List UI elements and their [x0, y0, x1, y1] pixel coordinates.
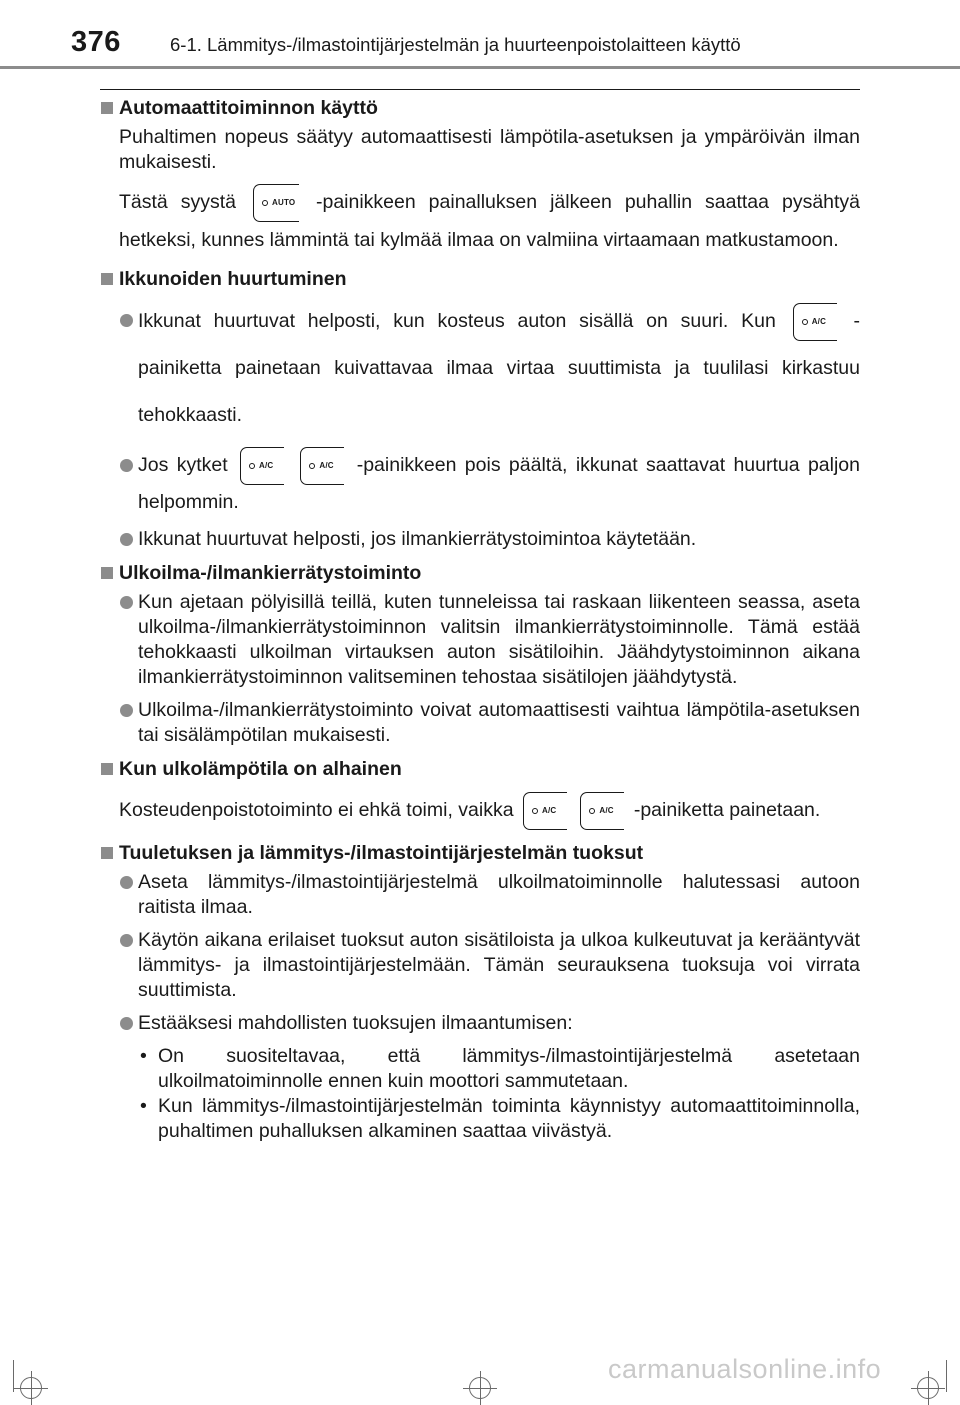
- section-heading: Kun ulkolämpötila on alhainen: [100, 757, 860, 782]
- sub-list-item: • On suositeltavaa, että lämmitys-/ilmastointijärjestelmä asetetaan ulkoilmatoiminnolle ennen kuin moottori sammutetaan.: [140, 1045, 860, 1092]
- page-number: 376: [71, 26, 121, 58]
- paragraph: Puhaltimen nopeus säätyy automaattisesti lämpötila-asetuksen ja ympäröivän ilman mukaisesti.: [119, 126, 860, 173]
- paragraph: Kosteudenpoistotoiminto ei ehkä toimi, vaikka A/C A/C -painiketta painetaan.: [100, 788, 860, 832]
- ac-button-icon: A/C: [300, 447, 344, 485]
- square-bullet-icon: [101, 847, 113, 859]
- registration-mark-icon: [16, 1373, 46, 1403]
- list-item: Kun ajetaan pölyisillä teillä, kuten tunneleissa tai raskaan liikenteen seassa, aseta ulkoilma-/ilmankierrätystoiminnon valitsin ilmankierrätystoiminnolle. Tämä estää tehokkaasti ulkoilman virtauksen auton sisätiloihin. Jäähdytystoiminnon aikana ilmankierrätystoiminnon valitseminen tehostaa sisätilojen jäähdytystä.: [100, 590, 860, 690]
- bullet-icon: •: [140, 1095, 147, 1117]
- page-header: [0, 0, 960, 70]
- chapter-title: 6-1. Lämmitys-/ilmastointijärjestelmän ja huurteenpoistolaitteen käyttö: [170, 34, 741, 55]
- paragraph: Tästä syystä AUTO -painikkeen painalluksen jälkeen puhallin saattaa pysähtyä hetkeksi, kunnes lämmintä tai kylmää ilmaa on valmiina virtaamaan matkustamoon.: [100, 184, 860, 258]
- square-bullet-icon: [101, 567, 113, 579]
- list-item: Estääksesi mahdollisten tuoksujen ilmaantumisen:: [100, 1011, 860, 1036]
- bullet-icon: [120, 704, 133, 717]
- bullet-icon: [120, 934, 133, 947]
- watermark: carmanualsonline.info: [608, 1354, 882, 1384]
- list-item: Käytön aikana erilaiset tuoksut auton sisätiloista ja ulkoa kulkeutuvat ja kerääntyvät lämmitys- ja ilmastointijärjestelmään. Tämän seurauksena tuoksuja voi virrata suuttimista.: [100, 928, 860, 1003]
- bullet-icon: [120, 1017, 133, 1030]
- list-item: Ulkoilma-/ilmankierrätystoiminto voivat automaattisesti vaihtua lämpötila-asetuksen tai sisälämpötilan mukaisesti.: [100, 698, 860, 748]
- list-item: Jos kytket A/C A/C -painikkeen pois päältä, ikkunat saattavat huurtua paljon helpommin.: [100, 447, 860, 519]
- bullet-icon: [120, 876, 133, 889]
- square-bullet-icon: [101, 102, 113, 114]
- header-rule: [0, 66, 960, 69]
- section-heading: Automaattitoiminnon käyttö: [100, 96, 860, 121]
- square-bullet-icon: [101, 763, 113, 775]
- section-heading: Ikkunoiden huurtuminen: [100, 267, 860, 292]
- bullet-icon: [120, 314, 133, 327]
- sub-list-item: • Kun lämmitys-/ilmastointijärjestelmän toiminta käynnistyy automaattitoiminnolla, puhaltimen puhalluksen alkaminen saattaa viivästyä.: [140, 1095, 860, 1142]
- square-bullet-icon: [101, 273, 113, 285]
- registration-mark-icon: [465, 1373, 495, 1403]
- ac-button-icon: A/C: [580, 792, 624, 830]
- list-item: Ikkunat huurtuvat helposti, kun kosteus auton sisällä on suuri. Kun A/C -painiketta painetaan kuivattavaa ilmaa virtaa suuttimista ja tuulilasi kirkastuu tehokkaasti.: [100, 298, 860, 439]
- registration-mark-icon: [913, 1373, 943, 1403]
- ac-button-icon: A/C: [523, 792, 567, 830]
- bullet-icon: [120, 596, 133, 609]
- ac-button-icon: A/C: [240, 447, 284, 485]
- crop-mark: [946, 1360, 947, 1392]
- bullet-icon: [120, 459, 133, 472]
- list-item: Ikkunat huurtuvat helposti, jos ilmankierrätystoimintoa käytetään.: [100, 527, 860, 552]
- section-rule: [100, 89, 860, 90]
- bullet-icon: [120, 533, 133, 546]
- list-item: Aseta lämmitys-/ilmastointijärjestelmä ulkoilmatoiminnolle halutessasi autoon raitista ilmaa.: [100, 870, 860, 920]
- bullet-icon: •: [140, 1045, 147, 1067]
- ac-button-icon: A/C: [793, 303, 837, 341]
- auto-button-icon: AUTO: [253, 184, 299, 222]
- section-heading: Ulkoilma-/ilmankierrätystoiminto: [100, 561, 860, 586]
- page-content: [100, 96, 860, 1144]
- section-heading: Tuuletuksen ja lämmitys-/ilmastointijärjestelmän tuoksut: [100, 841, 860, 866]
